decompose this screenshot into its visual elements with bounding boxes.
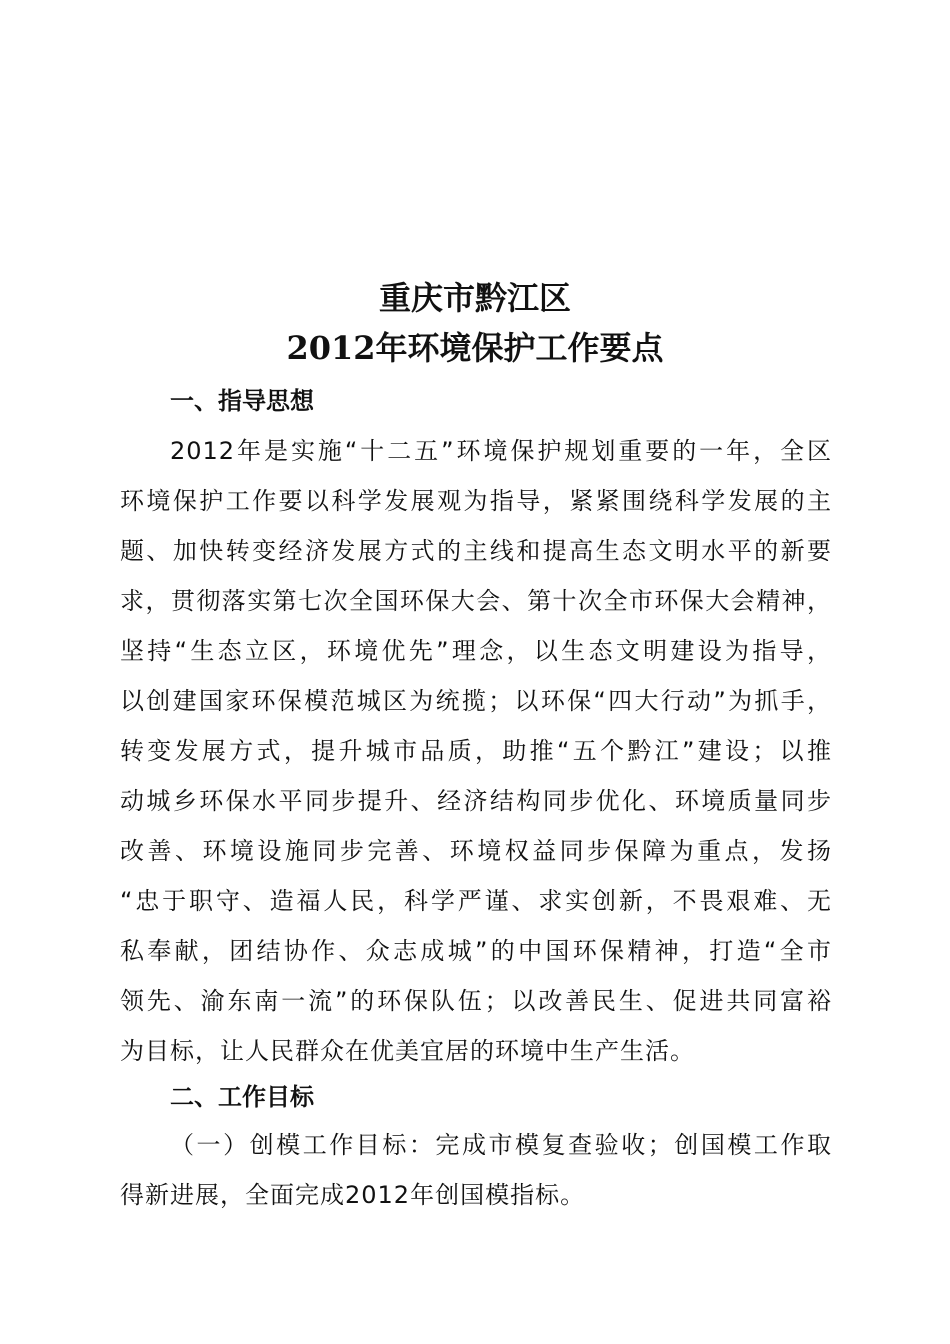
text-line: （一）创模工作目标：完成市模复查验收；创国模工作取 (170, 1131, 832, 1159)
text-line: 私奉献，团结协作、众志成城”的中国环保精神，打造“全市 (120, 937, 832, 965)
text-line: 领先、渝东南一流”的环保队伍；以改善民生、促进共同富裕 (120, 987, 832, 1015)
text-line: 坚持“生态立区，环境优先”理念，以生态文明建设为指导， (120, 637, 832, 665)
text-line: 环境保护工作要以科学发展观为指导，紧紧围绕科学发展的主 (120, 487, 832, 515)
paragraph-work-goals (120, 1120, 832, 1220)
text-line: 求，贯彻落实第七次全国环保大会、第十次全市环保大会精神， (120, 587, 832, 615)
section-heading-work-goals: 二、工作目标 (170, 1083, 314, 1111)
document-title-line2: 2012年环境保护工作要点 (286, 329, 664, 367)
text-line: 得新进展，全面完成2012年创国模指标。 (120, 1181, 586, 1209)
text-line: 题、加快转变经济发展方式的主线和提高生态文明水平的新要 (120, 537, 832, 565)
section-heading-guiding-ideology: 一、指导思想 (170, 387, 314, 415)
text-line: 转变发展方式，提升城市品质，助推“五个黔江”建设；以推 (120, 737, 832, 765)
paragraph-guiding-ideology (120, 426, 832, 1076)
document-title-line1: 重庆市黔江区 (378, 279, 571, 317)
text-line: 改善、环境设施同步完善、环境权益同步保障为重点，发扬 (120, 837, 832, 865)
text-line: “忠于职守、造福人民，科学严谨、求实创新，不畏艰难、无 (120, 887, 832, 915)
text-line: 为目标，让人民群众在优美宜居的环境中生产生活。 (120, 1037, 695, 1065)
text-line: 动城乡环保水平同步提升、经济结构同步优化、环境质量同步 (120, 787, 832, 815)
text-line: 2012年是实施“十二五”环境保护规划重要的一年，全区 (170, 437, 832, 465)
text-line: 以创建国家环保模范城区为统揽；以环保“四大行动”为抓手， (120, 687, 832, 715)
